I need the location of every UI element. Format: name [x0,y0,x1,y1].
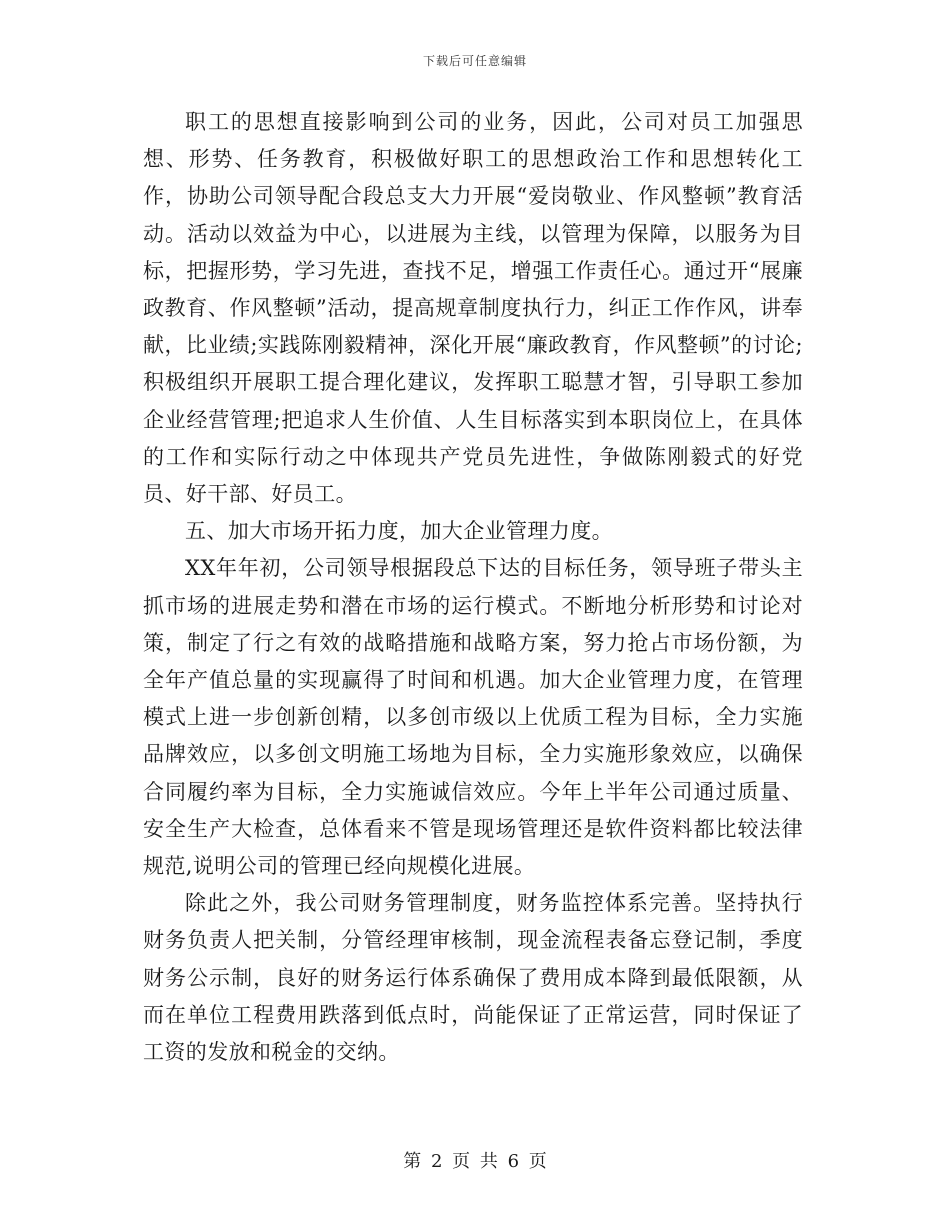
paragraph-staff-education: 职工的思想直接影响到公司的业务，因此，公司对员工加强思想、形势、任务教育，积极做好职工的思想政治工作和思想转化工作，协助公司领导配合段总支大力开展“爱岗敬业、作风整顿”教育活动。活动以效益为中心，以进展为主线，以管理为保障，以服务为目标，把握形势，学习先进，查找不足，增强工作责任心。通过开“展廉政教育、作风整顿”活动，提高规章制度执行力，纠正工作作风，讲奉献，比业绩;实践陈刚毅精神，深化开展“廉政教育，作风整顿”的讨论;积极组织开展职工提合理化建议，发挥职工聪慧才智，引导职工参加企业经营管理;把追求人生价值、人生目标落实到本职岗位上，在具体的工作和实际行动之中体现共产党员先进性，争做陈刚毅式的好党员、好干部、好员工。 [143,110,803,507]
paragraph-market-management: XX年年初，公司领导根据段总下达的目标任务，领导班子带头主抓市场的进展走势和潜在市场的运行模式。不断地分析形势和讨论对策，制定了行之有效的战略措施和战略方案，努力抢占市场份额，为全年产值总量的实现赢得了时间和机遇。加大企业管理力度，在管理模式上进一步创新创精，以多创市级以上优质工程为目标，全力实施品牌效应，以多创文明施工场地为目标，全力实施形象效应，以确保合同履约率为目标，全力实施诚信效应。今年上半年公司通过质量、安全生产大检查，总体看来不管是现场管理还是软件资料都比较法律规范,说明公司的管理已经向规模化进展。 [143,556,803,879]
paragraph-finance: 除此之外，我公司财务管理制度，财务监控体系完善。坚持执行财务负责人把关制，分管经理审核制，现金流程表备忘登记制，季度财务公示制，良好的财务运行体系确保了费用成本降到最低限额，从而在单位工程费用跌落到低点时，尚能保证了正常运营，同时保证了工资的发放和税金的交纳。 [143,891,803,1065]
section-heading-market: 五、加大市场开拓力度，加大企业管理力度。 [185,519,613,544]
document-body [143,104,803,1071]
page-header-note: 下载后可任意编辑 [422,54,527,68]
page-number: 第 2 页 共 6 页 [403,1151,547,1172]
